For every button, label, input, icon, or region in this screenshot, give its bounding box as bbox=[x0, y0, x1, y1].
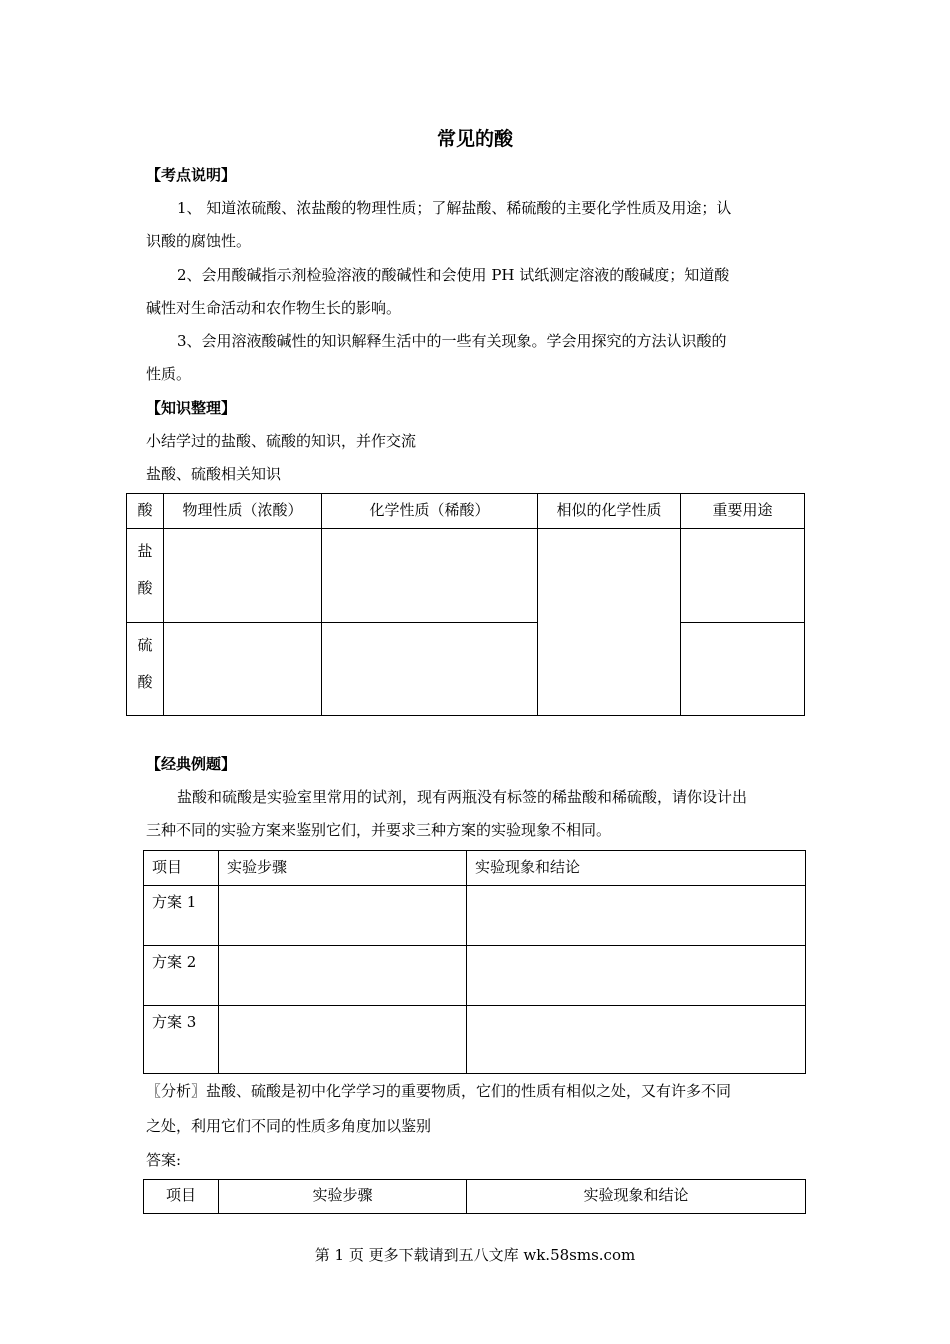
knowledge-subtitle: 盐酸、硫酸相关知识 bbox=[146, 465, 282, 483]
cell-empty bbox=[681, 529, 805, 623]
row-hydrochloric-acid bbox=[127, 529, 164, 623]
exam-point-1-line1: 1、 知道浓硫酸、浓盐酸的物理性质；了解盐酸、稀硫酸的主要化学性质及用途；认 bbox=[177, 199, 732, 217]
plan-3-label: 方案 3 bbox=[144, 1006, 219, 1074]
exam-point-2-line1: 2、会用酸碱指示剂检验溶液的酸碱性和会使用 PH 试纸测定溶液的酸碱度；知道酸 bbox=[177, 266, 730, 284]
answer-header-item: 项目 bbox=[144, 1180, 219, 1214]
acid-name-line2: 酸 bbox=[137, 673, 153, 691]
cell-empty bbox=[322, 529, 538, 623]
cell-empty bbox=[164, 529, 322, 623]
answer-table bbox=[143, 1179, 806, 1214]
knowledge-intro: 小结学过的盐酸、硫酸的知识，并作交流 bbox=[146, 432, 417, 450]
example-question-line1: 盐酸和硫酸是实验室里常用的试剂，现有两瓶没有标签的稀盐酸和稀硫酸，请你设计出 bbox=[177, 788, 748, 806]
header-usage: 重要用途 bbox=[681, 494, 805, 529]
analysis-line1: 〖分析〗盐酸、硫酸是初中化学学习的重要物质，它们的性质有相似之处，又有许多不同 bbox=[146, 1082, 732, 1100]
experiment-plan-table bbox=[143, 850, 806, 1074]
cell-empty bbox=[219, 1006, 467, 1074]
plan-2-label: 方案 2 bbox=[144, 946, 219, 1006]
plan-1-label: 方案 1 bbox=[144, 886, 219, 946]
header-physical: 物理性质（浓酸） bbox=[164, 494, 322, 529]
exam-point-2-line2: 碱性对生命活动和农作物生长的影响。 bbox=[146, 299, 402, 317]
cell-empty bbox=[164, 623, 322, 716]
analysis-line2: 之处，利用它们不同的性质多角度加以鉴别 bbox=[146, 1117, 432, 1135]
cell-similar-merged bbox=[538, 529, 681, 716]
header-phenomena: 实验现象和结论 bbox=[467, 851, 806, 886]
section-example-heading: 【经典例题】 bbox=[146, 755, 237, 773]
acid-name-line1: 硫 bbox=[137, 636, 153, 654]
exam-point-3-line1: 3、会用溶液酸碱性的知识解释生活中的一些有关现象。学会用探究的方法认识酸的 bbox=[177, 332, 727, 350]
cell-empty bbox=[219, 946, 467, 1006]
row-sulfuric-acid bbox=[127, 623, 164, 716]
cell-empty bbox=[219, 886, 467, 946]
header-item: 项目 bbox=[144, 851, 219, 886]
cell-empty bbox=[467, 886, 806, 946]
section-knowledge-heading: 【知识整理】 bbox=[146, 399, 237, 417]
answer-header-steps: 实验步骤 bbox=[219, 1180, 467, 1214]
cell-empty bbox=[322, 623, 538, 716]
acid-knowledge-table bbox=[126, 493, 805, 716]
exam-point-1-line2: 识酸的腐蚀性。 bbox=[146, 232, 252, 250]
page-title: 常见的酸 bbox=[436, 128, 513, 150]
header-acid: 酸 bbox=[127, 494, 164, 529]
section-exam-heading: 【考点说明】 bbox=[146, 166, 237, 184]
header-steps: 实验步骤 bbox=[219, 851, 467, 886]
cell-empty bbox=[467, 946, 806, 1006]
header-chemical: 化学性质（稀酸） bbox=[322, 494, 538, 529]
answer-header-phenomena: 实验现象和结论 bbox=[467, 1180, 806, 1214]
header-similar: 相似的化学性质 bbox=[538, 494, 681, 529]
acid-name-line2: 酸 bbox=[137, 579, 153, 597]
acid-name-line1: 盐 bbox=[137, 542, 153, 560]
example-question-line2: 三种不同的实验方案来鉴别它们，并要求三种方案的实验现象不相同。 bbox=[146, 821, 612, 839]
page-footer: 第 1 页 更多下载请到五八文库 wk.58sms.com bbox=[314, 1246, 636, 1264]
cell-empty bbox=[681, 623, 805, 716]
cell-empty bbox=[467, 1006, 806, 1074]
exam-point-3-line2: 性质。 bbox=[146, 365, 192, 383]
answer-label: 答案: bbox=[146, 1151, 182, 1169]
